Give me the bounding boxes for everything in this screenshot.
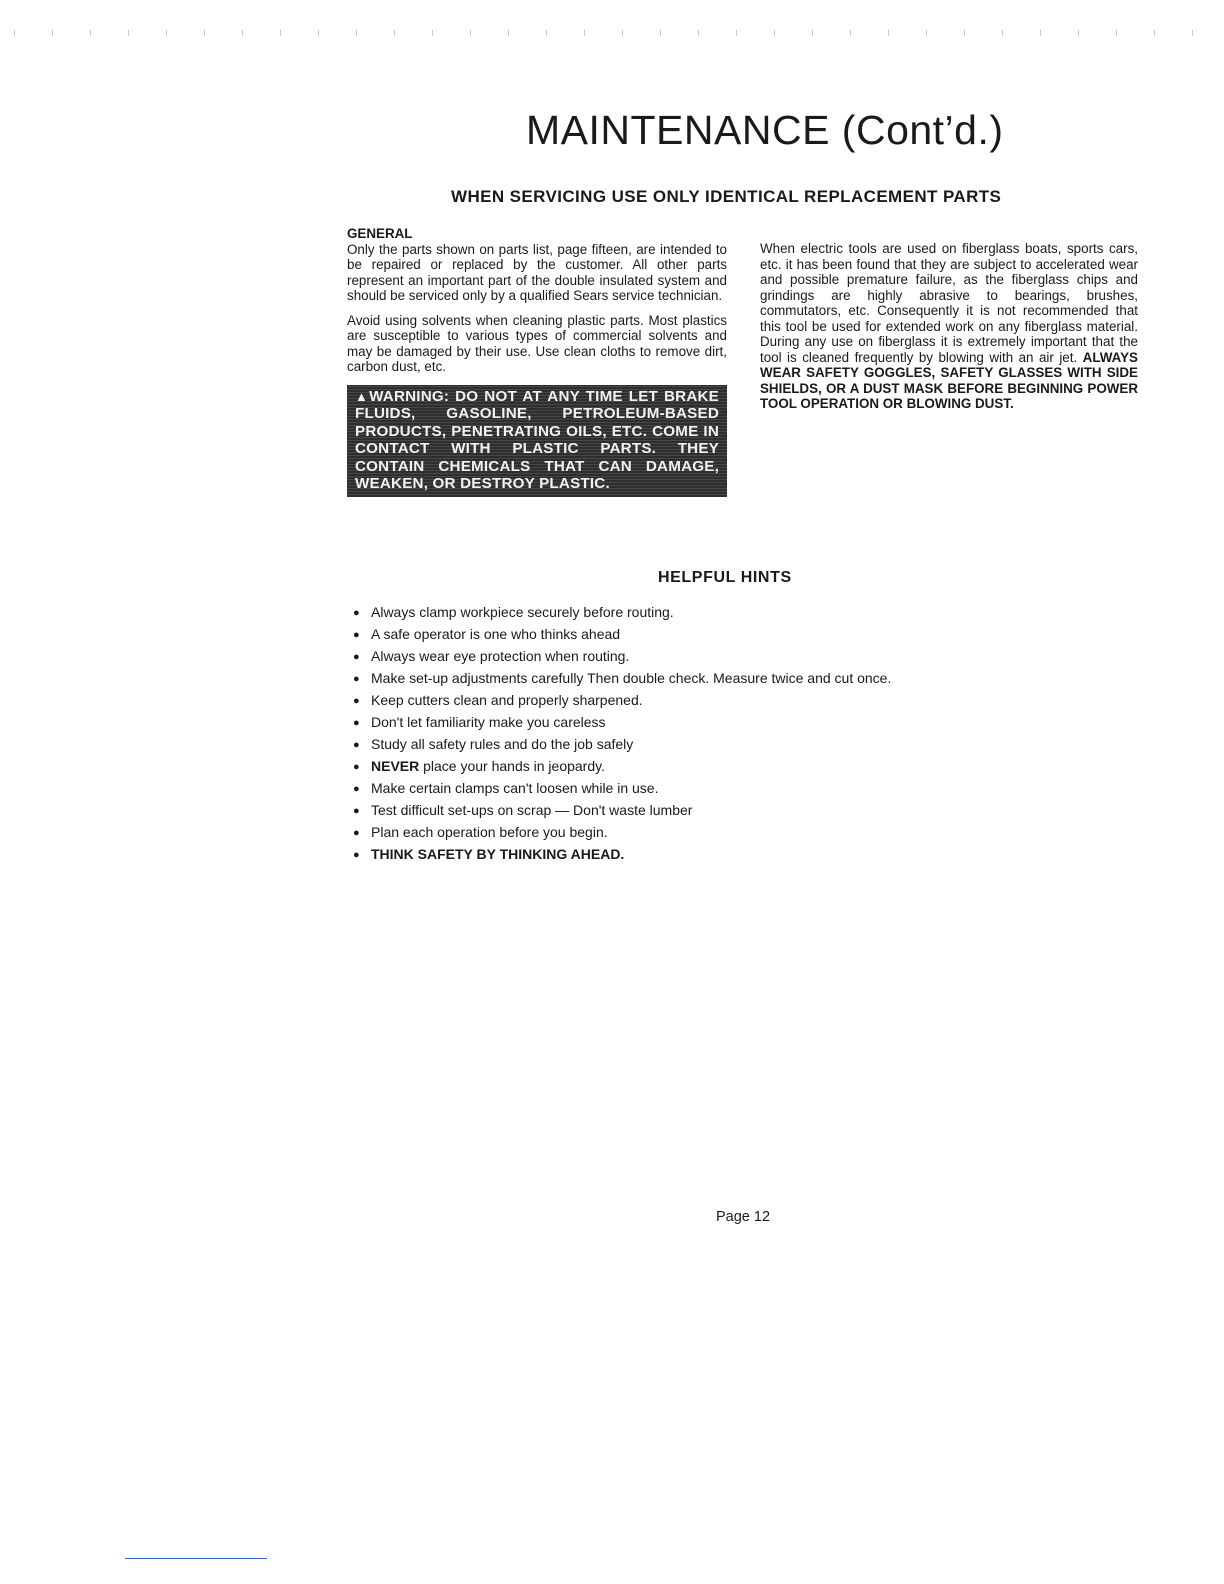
list-item	[353, 756, 891, 778]
list-item	[353, 822, 891, 844]
list-item	[353, 602, 891, 624]
bullet-icon: ●	[353, 761, 360, 773]
list-item	[353, 844, 891, 866]
left-column	[347, 226, 727, 497]
hint-text: Always wear eye protection when routing.	[371, 648, 630, 664]
fiberglass-safety-bold: ALWAYS WEAR SAFETY GOGGLES, SAFETY GLASSES WITH SIDE SHIELDS, OR A DUST MASK BEFORE BEGINNING POWER TOOL OPERATION OR BLOWING DUST.	[760, 349, 1138, 411]
general-paragraph-parts: Only the parts shown on parts list, page fifteen, are intended to be repaired or replaced by the customer. All other parts represent an important part of the double insulated system and should be serviced only by a qualified Sears service technician.	[347, 241, 727, 303]
bullet-icon: ●	[353, 849, 360, 861]
fiberglass-paragraph	[760, 241, 1138, 412]
warning-triangle-icon: ▲	[355, 388, 369, 404]
hint-text: Test difficult set-ups on scrap — Don't waste lumber	[371, 802, 693, 818]
hint-text: Always clamp workpiece securely before routing.	[371, 604, 674, 620]
never-emphasis: NEVER	[371, 758, 420, 774]
bullet-icon: ●	[353, 739, 360, 751]
list-item	[353, 668, 891, 690]
list-item	[353, 712, 891, 734]
fiberglass-text: When electric tools are used on fiberglass boats, sports cars, etc. it has been found that they are subject to accelerated wear and possible premature failure, as the fiberglass chips and grindings are highly abrasive to bearings, brushes, commutators, etc. Consequently it is not recommended that this tool be used for extended work on any fiberglass material. During any use on fiberglass it is extremely important that the tool is cleaned frequently by blowing with an air jet.	[760, 241, 1138, 365]
hint-text: place your hands in jeopardy.	[423, 758, 605, 774]
list-item	[353, 690, 891, 712]
general-heading: GENERAL	[347, 226, 413, 241]
hint-text: Study all safety rules and do the job safely	[371, 736, 634, 752]
hint-text: A safe operator is one who thinks ahead	[371, 626, 621, 642]
hint-text: Plan each operation before you begin.	[371, 824, 608, 840]
bullet-icon: ●	[353, 651, 360, 663]
general-paragraph-solvents: Avoid using solvents when cleaning plastic parts. Most plastics are susceptible to various types of commercial solvents and may be damaged by their use. Use clean cloths to remove dirt, carbon dust, etc.	[347, 312, 727, 374]
list-item	[353, 734, 891, 756]
hint-text: Make certain clamps can't loosen while in use.	[371, 780, 659, 796]
bullet-icon: ●	[353, 805, 360, 817]
page-title: MAINTENANCE (Cont’d.)	[526, 107, 1004, 153]
hint-text: Make set-up adjustments carefully Then double check. Measure twice and cut once.	[371, 670, 892, 686]
bullet-icon: ●	[353, 629, 360, 641]
hint-text: Don't let familiarity make you careless	[371, 714, 606, 730]
right-column	[760, 241, 1138, 412]
bullet-icon: ●	[353, 827, 360, 839]
list-item	[353, 646, 891, 668]
list-item	[353, 800, 891, 822]
hint-text-bold: THINK SAFETY BY THINKING AHEAD.	[371, 846, 625, 862]
bullet-icon: ●	[353, 695, 360, 707]
scan-artifact-dots	[0, 30, 1224, 36]
list-item	[353, 624, 891, 646]
bullet-icon: ●	[353, 607, 360, 619]
bullet-icon: ●	[353, 783, 360, 795]
warning-box	[347, 385, 727, 498]
bullet-icon: ●	[353, 673, 360, 685]
list-item	[353, 778, 891, 800]
bullet-icon: ●	[353, 717, 360, 729]
page-number: Page 12	[716, 1209, 771, 1225]
section-subtitle: WHEN SERVICING USE ONLY IDENTICAL REPLACEMENT PARTS	[451, 187, 1002, 206]
footer-rule	[125, 1558, 267, 1559]
helpful-hints-list	[353, 602, 891, 866]
hint-text: Keep cutters clean and properly sharpened.	[371, 692, 643, 708]
helpful-hints-title: HELPFUL HINTS	[658, 569, 792, 586]
warning-text: WARNING: DO NOT AT ANY TIME LET BRAKE FLUIDS, GASOLINE, PETROLEUM-BASED PRODUCTS, PENETRATING OILS, ETC. COME IN CONTACT WITH PLASTIC PARTS. THEY CONTAIN CHEMICALS THAT CAN DAMAGE, WEAKEN, OR DESTROY PLASTIC.	[355, 387, 719, 493]
